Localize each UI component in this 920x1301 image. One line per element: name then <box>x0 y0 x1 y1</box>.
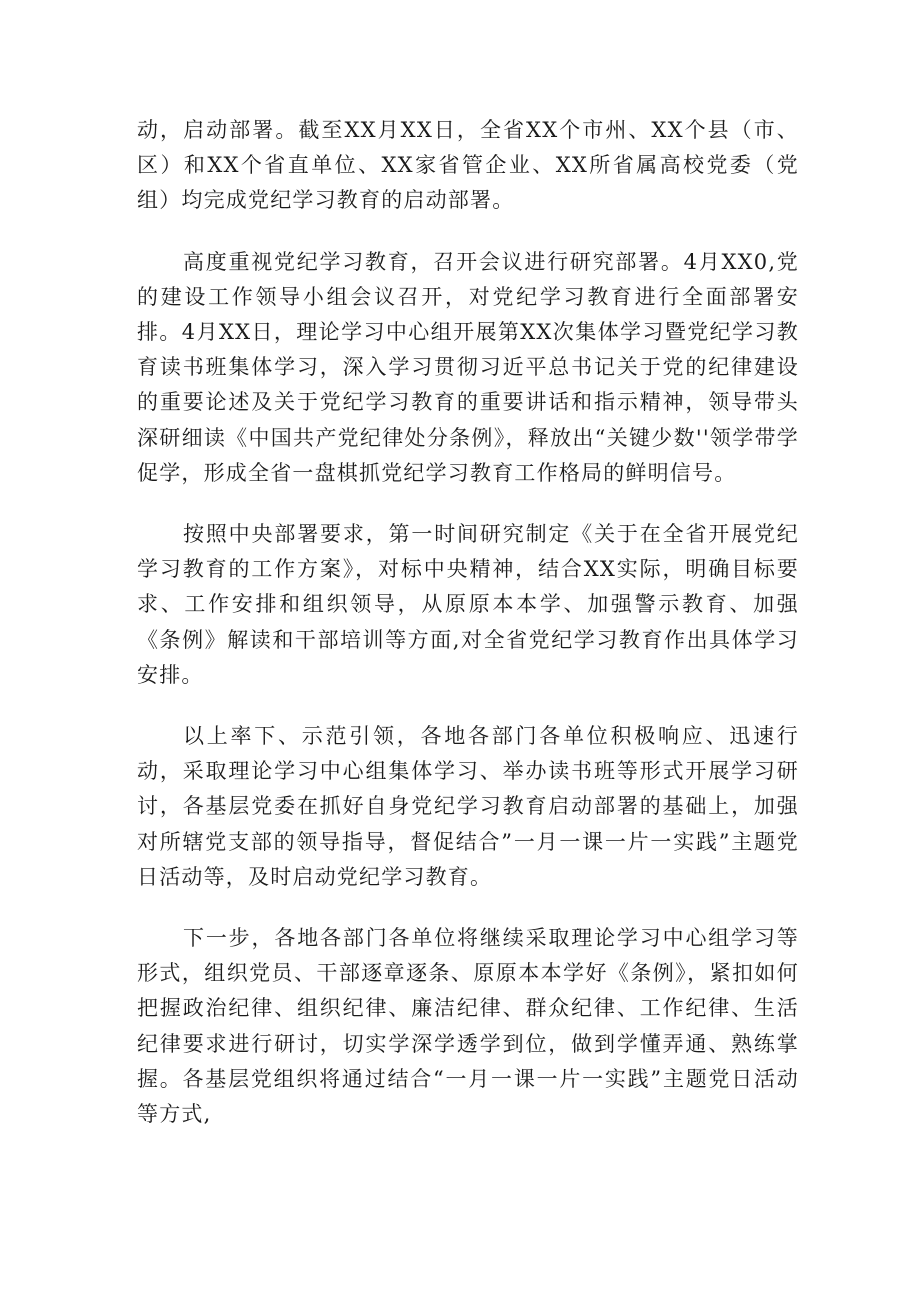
paragraph-work-plan: 按照中央部署要求，第一时间研究制定《关于在全省开展党纪学习教育的工作方案》，对标中央精神，结合XX实际，明确目标要求、工作安排和组织领导，从原原本本学、加强警示教育、加强《条例》解读和干部培训等方面,对全省党纪学习教育作出具体学习安排。 <box>137 522 799 687</box>
document-body <box>137 113 799 1132</box>
paragraph-meeting-deployment: 高度重视党纪学习教育，召开会议进行研究部署。4月XX0,党的建设工作领导小组会议召开，对党纪学习教育进行全面部署安排。4月XX日，理论学习中心组开展第XX次集体学习暨党纪学习教育读书班集体学习，深入学习贯彻习近平总书记关于党的纪律建设的重要论述及关于党纪学习教育的重要讲话和指示精神，领导带头深研细读《中国共产党纪律处分条例》，释放出“关键少数''领学带学促学，形成全省一盘棋抓党纪学习教育工作格局的鲜明信号。 <box>137 249 799 485</box>
paragraph-leading-by-example: 以上率下、示范引领，各地各部门各单位积极响应、迅速行动，采取理论学习中心组集体学习、举办读书班等形式开展学习研讨，各基层党委在抓好自身党纪学习教育启动部署的基础上，加强对所辖党支部的领导指导，督促结合”一月一课一片一实践”主题党日活动等，及时启动党纪学习教育。 <box>137 724 799 889</box>
paragraph-next-steps: 下一步，各地各部门各单位将继续采取理论学习中心组学习等形式，组织党员、干部逐章逐条、原原本本学好《条例》，紧扣如何把握政治纪律、组织纪律、廉洁纪律、群众纪律、工作纪律、生活纪律要求进行研讨，切实学深学透学到位，做到学懂弄通、熟练掌握。各基层党组织将通过结合“一月一课一片一实践”主题党日活动等方式, <box>137 926 799 1127</box>
paragraph-continuation: 动，启动部署。截至XX月XX日，全省XX个市州、XX个县（市、区）和XX个省直单位、XX家省管企业、XX所省属高校党委（党组）均完成党纪学习教育的启动部署。 <box>137 118 799 213</box>
